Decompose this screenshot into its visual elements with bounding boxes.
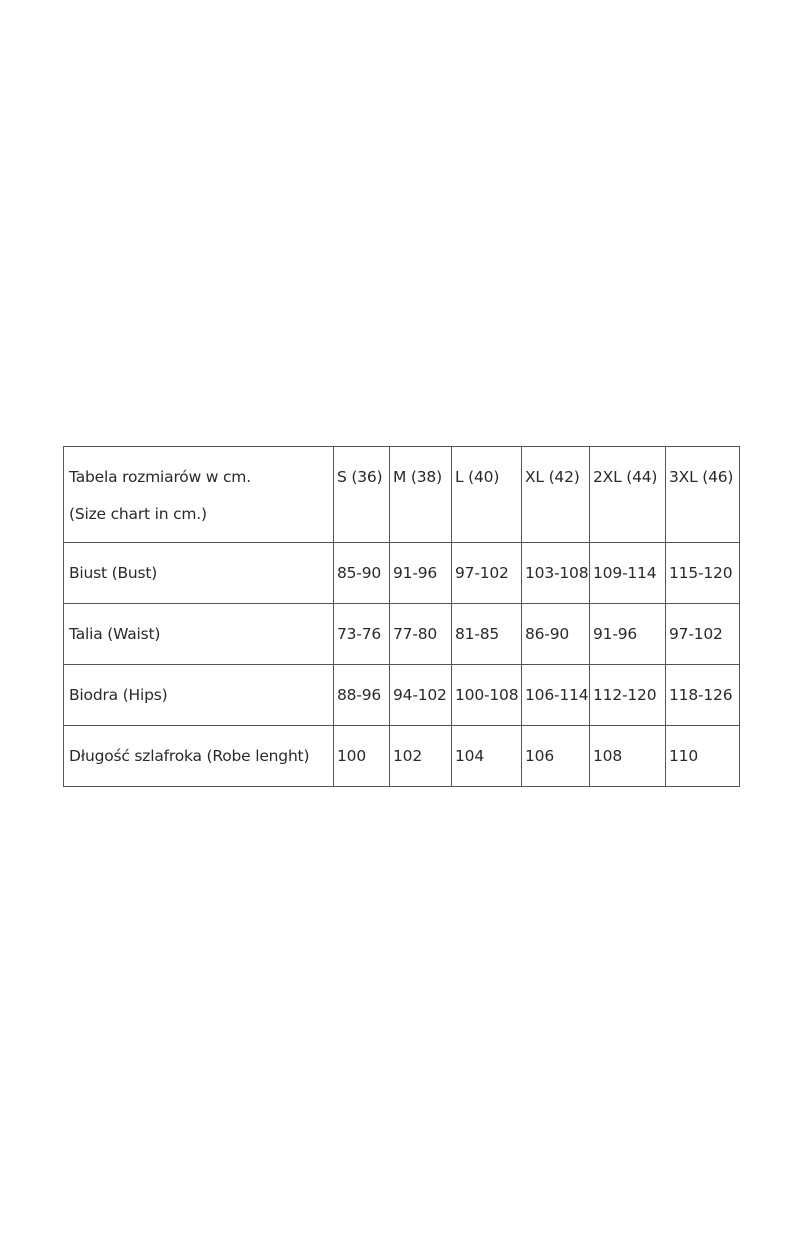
table-cell: 77-80 <box>390 604 452 665</box>
row-label: Biodra (Hips) <box>64 665 334 726</box>
table-row-bust <box>64 543 740 604</box>
table-row-hips <box>64 665 740 726</box>
table-title: Tabela rozmiarów w cm. <box>69 468 251 486</box>
table-cell: 106-114 <box>522 665 590 726</box>
size-header-m: M (38) <box>390 447 452 543</box>
table-header-row <box>64 447 740 543</box>
table-cell: 94-102 <box>390 665 452 726</box>
table-cell: 102 <box>390 726 452 787</box>
size-header-2xl: 2XL (44) <box>590 447 666 543</box>
table-cell: 104 <box>452 726 522 787</box>
table-cell: 108 <box>590 726 666 787</box>
table-cell: 88-96 <box>334 665 390 726</box>
size-header-3xl: 3XL (46) <box>666 447 740 543</box>
row-label: Długość szlafroka (Robe lenght) <box>64 726 334 787</box>
table-cell: 100 <box>334 726 390 787</box>
size-header-l: L (40) <box>452 447 522 543</box>
table-cell: 118-126 <box>666 665 740 726</box>
table-cell: 106 <box>522 726 590 787</box>
table-cell: 86-90 <box>522 604 590 665</box>
table-cell: 73-76 <box>334 604 390 665</box>
table-row-waist <box>64 604 740 665</box>
table-title-cell <box>64 447 334 543</box>
table-cell: 112-120 <box>590 665 666 726</box>
table-cell: 91-96 <box>590 604 666 665</box>
table-cell: 91-96 <box>390 543 452 604</box>
table-cell: 109-114 <box>590 543 666 604</box>
table-cell: 97-102 <box>452 543 522 604</box>
table-subtitle: (Size chart in cm.) <box>69 505 207 523</box>
table-cell: 81-85 <box>452 604 522 665</box>
table-cell: 103-108 <box>522 543 590 604</box>
table-cell: 97-102 <box>666 604 740 665</box>
table-cell: 100-108 <box>452 665 522 726</box>
size-chart-table <box>63 446 740 787</box>
table-cell: 85-90 <box>334 543 390 604</box>
row-label: Biust (Bust) <box>64 543 334 604</box>
table-row-robe-length <box>64 726 740 787</box>
table-cell: 115-120 <box>666 543 740 604</box>
size-header-xl: XL (42) <box>522 447 590 543</box>
size-header-s: S (36) <box>334 447 390 543</box>
table-cell: 110 <box>666 726 740 787</box>
row-label: Talia (Waist) <box>64 604 334 665</box>
